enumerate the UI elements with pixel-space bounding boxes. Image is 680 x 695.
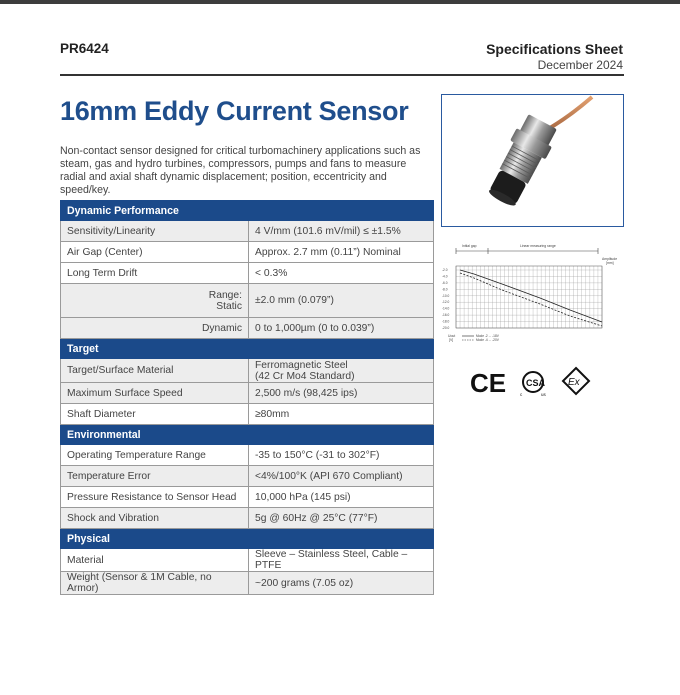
section-header — [61, 339, 434, 359]
table-row — [61, 221, 434, 242]
linear-range-label: Linear measuring range — [520, 244, 556, 248]
header-right — [486, 41, 623, 72]
amplitude-label: Amplitude — [602, 257, 618, 261]
ex-text: Ex — [568, 377, 580, 388]
y-tick-label: -12.0 — [442, 300, 450, 305]
row-label: Shaft Diameter — [61, 404, 249, 425]
sensor-image — [442, 95, 624, 227]
legend-mode1: Mode -2 ... -18V — [476, 334, 499, 338]
y-tick-label: -4.0 — [442, 274, 448, 279]
svg-text:us: us — [541, 392, 546, 397]
row-value: <4%/100°K (API 670 Compliant) — [249, 466, 434, 487]
section-dynamic-performance: Dynamic Performance — [61, 201, 434, 221]
section-header — [61, 425, 434, 445]
page-title: 16mm Eddy Current Sensor — [60, 96, 409, 126]
section-header — [61, 201, 434, 221]
y-tick-label: -20.0 — [442, 326, 450, 330]
characteristic-diagram — [440, 240, 630, 352]
y-tick-label: -6.0 — [442, 280, 448, 285]
row-label: Temperature Error — [61, 466, 249, 487]
y-unit-bracket: [V] — [449, 338, 454, 342]
table-row — [61, 445, 434, 466]
section-physical: Physical — [61, 529, 434, 549]
y-tick-label: -10.0 — [442, 293, 450, 298]
description: Non-contact sensor designed for critical turbomachinery applications such as steam, gas and hydro turbines, compressors, pumps and fans to measure radial and axial shaft dynamic displacement; position, eccentricity and speed/key. — [60, 145, 421, 196]
diagram-svg — [440, 240, 630, 352]
certification-logos — [468, 365, 598, 401]
model-number: PR6424 — [60, 41, 109, 56]
table-row — [61, 359, 434, 383]
row-value: Approx. 2.7 mm (0.11”) Nominal — [249, 242, 434, 263]
row-label — [61, 284, 249, 318]
table-row — [61, 549, 434, 572]
table-row — [61, 284, 434, 318]
y-tick-label: -8.0 — [442, 287, 448, 292]
row-value: ~200 grams (7.05 oz) — [249, 572, 434, 595]
top-bar — [0, 0, 680, 4]
row-value — [249, 359, 434, 383]
row-label: Sensitivity/Linearity — [61, 221, 249, 242]
value-line: (42 Cr Mo4 Standard) — [255, 370, 355, 382]
table-row — [61, 572, 434, 595]
row-value: 2,500 m/s (98,425 ips) — [249, 383, 434, 404]
row-label: Long Term Drift — [61, 263, 249, 284]
table-row — [61, 508, 434, 529]
y-tick-label: -2.0 — [442, 268, 448, 272]
legend-mode2: Mode -4 ... -20V — [476, 338, 499, 342]
table-row — [61, 263, 434, 284]
doc-date: December 2024 — [537, 58, 623, 72]
section-environmental: Environmental — [61, 425, 434, 445]
row-label: Material — [61, 549, 249, 572]
row-value: 5g @ 60Hz @ 25°C (77°F) — [249, 508, 434, 529]
svg-text:c: c — [520, 392, 523, 397]
range-label: Range: — [208, 289, 242, 301]
amplitude-unit: [mm] — [606, 261, 614, 265]
csa-text: CSA — [526, 378, 546, 388]
y-tick-label: -18.0 — [442, 319, 450, 324]
row-label: Target/Surface Material — [61, 359, 249, 383]
mode2-curve — [460, 273, 602, 326]
row-value: 4 V/mm (101.6 mV/mil) ≤ ±1.5% — [249, 221, 434, 242]
y-unit: Uout — [448, 334, 456, 338]
static-label: Static — [216, 300, 242, 312]
table-row — [61, 466, 434, 487]
row-label: Weight (Sensor & 1M Cable, no Armor) — [61, 572, 249, 595]
cert-svg — [468, 365, 598, 401]
row-label: Air Gap (Center) — [61, 242, 249, 263]
y-tick-label: -16.0 — [442, 313, 450, 318]
doc-type: Specifications Sheet — [486, 41, 623, 57]
row-label: Maximum Surface Speed — [61, 383, 249, 404]
row-label: Dynamic — [61, 318, 249, 339]
value-line: Ferromagnetic Steel — [255, 359, 348, 371]
diagram-y-ticks — [442, 268, 449, 330]
row-label: Operating Temperature Range — [61, 445, 249, 466]
table-row — [61, 318, 434, 339]
row-value: ±2.0 mm (0.079”) — [249, 284, 434, 318]
y-tick-label: -14.0 — [442, 306, 450, 311]
table-row — [61, 383, 434, 404]
table-row — [61, 404, 434, 425]
header-rule — [60, 74, 624, 76]
initial-gap-label: Initial gap — [462, 244, 477, 248]
table-row — [61, 242, 434, 263]
row-value: < 0.3% — [249, 263, 434, 284]
mode1-curve — [460, 270, 602, 322]
row-value: -35 to 150°C (-31 to 302°F) — [249, 445, 434, 466]
row-value: 0 to 1,000µm (0 to 0.039”) — [249, 318, 434, 339]
ce-mark: CE — [470, 368, 507, 398]
sensor-photo — [441, 94, 624, 227]
row-label: Pressure Resistance to Sensor Head — [61, 487, 249, 508]
row-value: 10,000 hPa (145 psi) — [249, 487, 434, 508]
row-value: ≥80mm — [249, 404, 434, 425]
spec-table — [60, 200, 434, 595]
row-value: Sleeve – Stainless Steel, Cable – PTFE — [249, 549, 434, 572]
row-label: Shock and Vibration — [61, 508, 249, 529]
section-target: Target — [61, 339, 434, 359]
table-row — [61, 487, 434, 508]
section-header — [61, 529, 434, 549]
